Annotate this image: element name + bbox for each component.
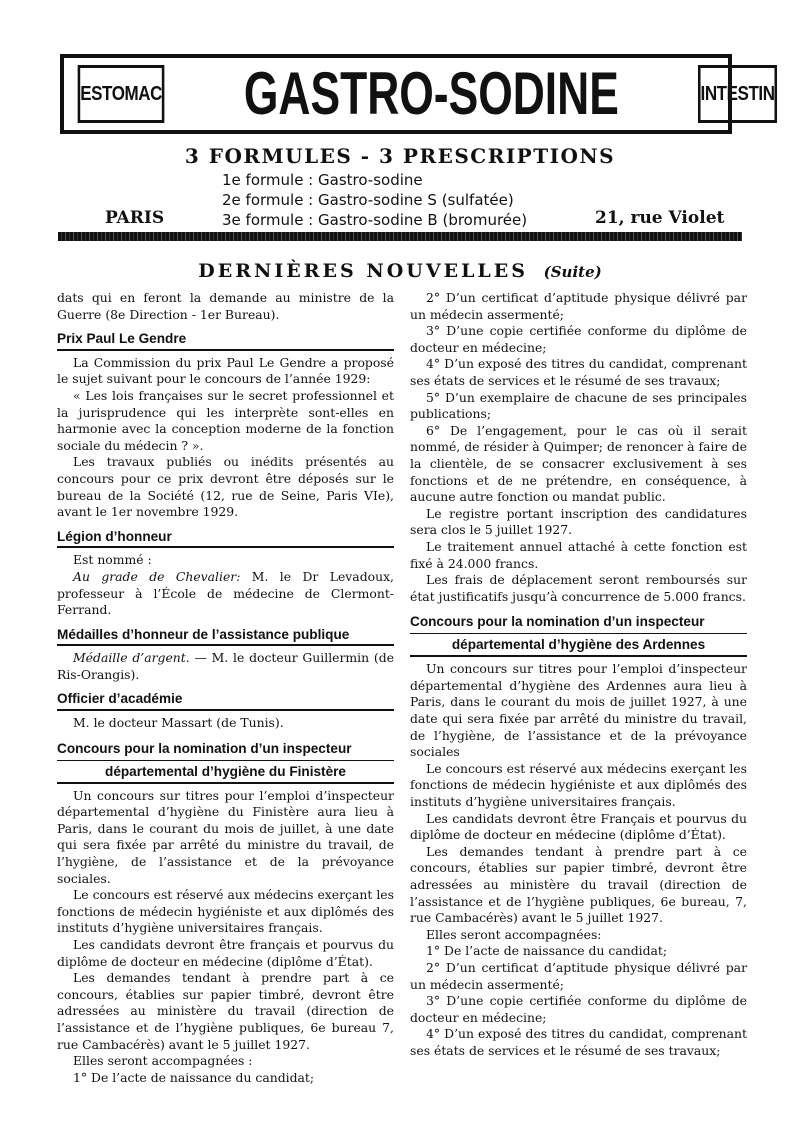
- formule-line-3: 3e formule : Gastro-sodine B (bromurée): [222, 211, 528, 229]
- paragraph: « Les lois françaises sur le secret professionnel et la jurisprudence qui les interprète sont-elles en harmonie avec la conception moderne de la fonction sociale du médecin ? ».: [57, 387, 394, 453]
- left-column: [57, 290, 394, 1086]
- italic-text: Médaille d’argent.: [73, 650, 190, 666]
- paragraph: Elles seront accompagnées:: [426, 926, 602, 942]
- formules-headline: 3 FORMULES - 3 PRESCRIPTIONS: [184, 144, 616, 168]
- paragraph: Le concours est réservé aux médecins exerçant les fonctions de médecin hygiéniste et aux diplômés des instituts d’hygiène universitaires français.: [57, 887, 394, 936]
- heading-prix-paul-le-gendre: Prix Paul Le Gendre: [57, 331, 394, 351]
- paragraph: [57, 650, 394, 683]
- heading-line-1: Concours pour la nomination d’un inspecteur: [410, 613, 747, 634]
- paragraph: Le traitement annuel attaché à cette fonction est fixé à 24.000 francs.: [410, 538, 747, 571]
- advertisement-banner: [60, 54, 775, 134]
- paragraph: 3° D’une copie certifiée conforme du diplôme de docteur en médecine;: [410, 993, 747, 1025]
- paragraph: [57, 569, 394, 619]
- heading-line-2: départemental d’hygiène des Ardennes: [451, 637, 706, 653]
- paragraph: 3° D’une copie certifiée conforme du diplôme de docteur en médecine;: [410, 323, 747, 355]
- section-title-text: DERNIÈRES NOUVELLES: [198, 260, 528, 282]
- italic-text: Au grade de Chevalier:: [73, 568, 241, 584]
- formule-line-1: 1e formule : Gastro-sodine: [222, 171, 423, 189]
- heading-medailles-honneur: Médailles d’honneur de l’assistance publique: [57, 627, 394, 647]
- paragraph: 5° D’un exemplaire de chacune de ses principales publications;: [410, 389, 747, 422]
- heading-concours-finistere: [57, 740, 394, 784]
- heading-legion-honneur: Légion d’honneur: [57, 529, 394, 549]
- banner-right-label: INTESTIN: [698, 65, 777, 123]
- paragraph: Le concours est réservé aux médecins exerçant les fonctions de médecin hygiéniste et aux diplômés des instituts d’hygiène universitaires français.: [410, 760, 747, 810]
- paragraph: Les frais de déplacement seront remboursés sur état justificatifs jusqu’à concurrence de 5.000 francs.: [410, 572, 747, 604]
- section-title: [0, 260, 800, 282]
- paragraph: Le registre portant inscription des candidatures sera clos le 5 juillet 1927.: [410, 505, 747, 538]
- paragraph-text: M. le Dr Levadoux, professeur à l’École de médecine de Clermont-Ferrand.: [57, 568, 394, 618]
- section-title-suite: (Suite): [543, 263, 602, 281]
- paragraph: Les demandes tendant à prendre part à ce concours, établies sur papier timbré, devront être adressées au ministère du travail (direction de l’assistance et de l’hygiène publiques, 6e bureau 7, rue Cambacérès) avant le 5 juillet 1927.: [57, 970, 394, 1052]
- banner-brand-name: GASTRO-SODINE: [244, 60, 619, 127]
- paragraph: Les candidats devront être Français et pourvus du diplôme de docteur en médecine (diplôme d’État).: [410, 810, 747, 843]
- paragraph: 1° De l’acte de naissance du candidat;: [426, 943, 668, 959]
- advert-city: PARIS: [105, 208, 165, 228]
- paragraph: 6° De l’engagement, pour le cas où il serait nommé, de résider à Quimper; de renoncer à faire de la clientèle, de se consacrer exclusivement à ses fonctions et de ne prétendre, en conséquence, à aucune autre fonction ou mandat public.: [410, 422, 747, 505]
- paragraph: M. le docteur Massart (de Tunis).: [73, 715, 284, 731]
- paragraph-text: — M. le docteur Guillermin (de Ris-Orangis).: [57, 650, 394, 682]
- formule-line-2: 2e formule : Gastro-sodine S (sulfatée): [222, 191, 514, 209]
- heading-line-2: départemental d’hygiène du Finistère: [105, 763, 346, 779]
- heading-officier-academie: Officier d’académie: [57, 691, 394, 711]
- banner-left-label: ESTOMAC: [78, 65, 165, 123]
- paragraph: La Commission du prix Paul Le Gendre a proposé le sujet suivant pour le concours de l’année 1929:: [57, 354, 394, 387]
- paragraph: Un concours sur titres pour l’emploi d’inspecteur départemental d’hygiène du Finistère aura lieu à Paris, dans le courant du mois de juillet, à une date qui sera fixée par arrêté du ministre du travail, de l’hygiène, de l’assistance et de la prévoyance sociales.: [57, 787, 394, 886]
- paragraph: Est nommé :: [73, 552, 152, 568]
- paragraph: 4° D’un exposé des titres du candidat, comprenant ses états de services et le résumé de ses travaux;: [410, 1026, 747, 1058]
- paragraph: 4° D’un exposé des titres du candidat, comprenant ses états de services et le résumé de ses travaux;: [410, 356, 747, 388]
- paragraph: Elles seront accompagnées :: [73, 1053, 253, 1069]
- paragraph: 2° D’un certificat d’aptitude physique délivré par un médecin assermenté;: [410, 290, 747, 322]
- paragraph: dats qui en feront la demande au ministre de la Guerre (8e Direction - 1er Bureau).: [57, 290, 394, 322]
- formules-list: [222, 170, 527, 230]
- paragraph: 2° D’un certificat d’aptitude physique délivré par un médecin assermenté;: [410, 959, 747, 992]
- paragraph: Les travaux publiés ou inédits présentés au concours pour ce prix devront être déposés sur le bureau de la Société (12, rue de Seine, Paris VIe), avant le 1er novembre 1929.: [57, 454, 394, 520]
- paragraph: 1° De l’acte de naissance du candidat;: [73, 1069, 315, 1085]
- decorative-rule: [58, 232, 742, 241]
- paragraph: Les candidats devront être français et pourvus du diplôme de docteur en médecine (diplôme d’État).: [57, 937, 394, 969]
- right-column: [410, 290, 747, 1060]
- paragraph: Les demandes tendant à prendre part à ce concours, établies sur papier timbré, devront être adressées au ministère du travail (direction de l’assistance et de l’hygiène publiques, 6e bureau, 7, rue Cambacérès) avant le 5 juillet 1927.: [410, 843, 747, 926]
- paragraph: Un concours sur titres pour l’emploi d’inspecteur départemental d’hygiène des Ardennes aura lieu à Paris, dans le courant du mois de juillet 1927, à une date qui sera fixée par arrêté du ministre du travail, de l’hygiène, de l’assistance et de la prévoyance sociales: [410, 661, 747, 760]
- heading-line-1: Concours pour la nomination d’un inspecteur: [57, 740, 394, 761]
- heading-concours-ardennes: [410, 613, 747, 657]
- advert-address: 21, rue Violet: [595, 208, 725, 228]
